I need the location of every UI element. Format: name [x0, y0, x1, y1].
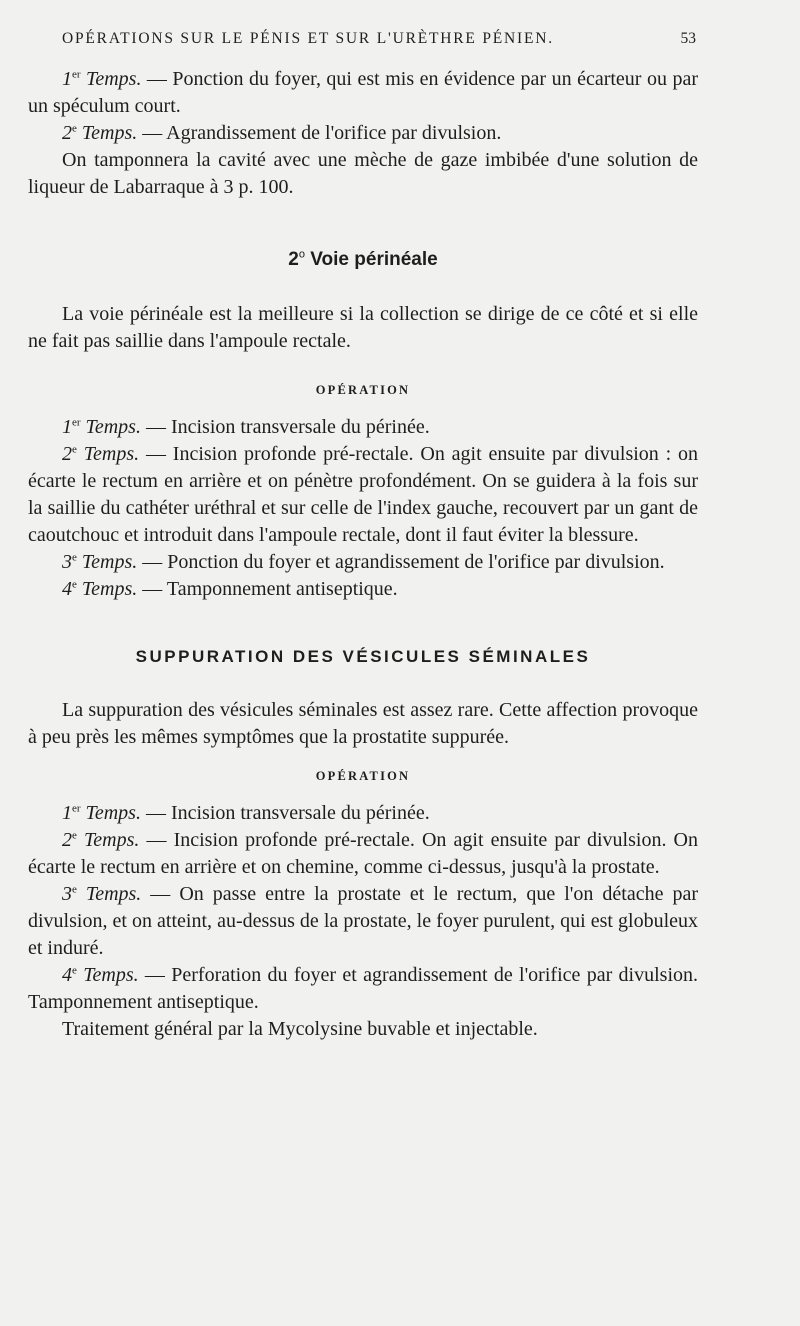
running-head: [62, 30, 702, 48]
temps-label: Temps.: [85, 883, 142, 905]
step-text: — Incision profonde pré-rectale. On agit ensuite par divulsion. On écarte le rectum en arrière et on chemine, comme ci-dessus, jusqu'à la prostate.: [28, 829, 698, 878]
step-text: — Incision profonde pré-rectale. On agit ensuite par divulsion : on écarte le rectum en arrière et on pénètre profondément. On se guidera à la fois sur la saillie du cathéter uréthral et sur celle de l'index gauche, recouvert par un gant de caoutchouc et introduit dans l'ampoule rectale, dont il faut éviter la blessure.: [28, 443, 699, 546]
operation-subheading: OPÉRATION: [315, 769, 411, 783]
temps-label: Temps.: [85, 416, 141, 438]
step-text: — Ponction du foyer et agrandissement de l'orifice par divulsion.: [137, 551, 665, 573]
section-intro: La suppuration des vésicules séminales est assez rare. Cette affection provoque à peu près les mêmes symptômes que la prostatite suppurée.: [28, 699, 698, 748]
temps-label: Temps.: [86, 68, 142, 90]
temps-label: Temps.: [83, 964, 139, 986]
temps-paragraph: [28, 962, 698, 1016]
step-ordinal: 2e: [62, 829, 77, 851]
temps-label: Temps.: [84, 829, 140, 851]
step-ordinal: 1er: [62, 802, 81, 824]
chapter-title: SUPPURATION DES VÉSICULES SÉMINALES: [135, 647, 591, 666]
step-text: — Incision transversale du périnée.: [140, 802, 430, 824]
temps-label: Temps.: [81, 551, 138, 573]
temps-paragraph: [28, 441, 698, 549]
step-ordinal: 4e: [62, 964, 77, 986]
step-ordinal: 3e: [62, 551, 77, 573]
step-ordinal: 2e: [62, 122, 77, 144]
step-text: — Tamponnement antiseptique.: [137, 578, 398, 600]
temps-paragraph: [28, 827, 698, 881]
temps-paragraph: [28, 414, 698, 441]
temps-label: Temps.: [81, 578, 138, 600]
step-text: — Incision transversale du périnée.: [140, 416, 430, 438]
step-text: — Ponction du foyer, qui est mis en évidence par un écarteur ou par un spéculum court.: [28, 68, 698, 117]
temps-label: Temps.: [85, 802, 141, 824]
step-ordinal: 1er: [62, 68, 81, 90]
temps-paragraph: [28, 576, 698, 603]
temps-paragraph: [28, 881, 698, 962]
step-ordinal: 4e: [62, 578, 77, 600]
running-head-title: OPÉRATIONS SUR LE PÉNIS ET SUR L'URÈTHRE PÉNIEN.: [62, 30, 554, 47]
section-title: 2$^o$ Voie périnéale: [288, 248, 438, 270]
temps-paragraph: [28, 120, 698, 147]
temps-paragraph: [28, 66, 698, 120]
section-intro: La voie périnéale est la meilleure si la collection se dirige de ce côté et si elle ne fait pas saillie dans l'ampoule rectale.: [28, 303, 698, 352]
step-text: — Agrandissement de l'orifice par divulsion.: [137, 122, 502, 144]
step-ordinal: 3e: [62, 883, 77, 905]
temps-label: Temps.: [81, 122, 138, 144]
temps-label: Temps.: [83, 443, 140, 465]
operation-subheading: OPÉRATION: [315, 383, 411, 397]
closing-paragraph: Traitement général par la Mycolysine buvable et injectable.: [62, 1018, 538, 1040]
page-number: 53: [680, 30, 696, 47]
temps-paragraph: [28, 549, 698, 576]
step-ordinal: 1er: [62, 416, 81, 438]
step-text: — On passe entre la prostate et le rectum, que l'on détache par divulsion, et on atteint, au-dessus de la prostate, le foyer purulent, qui est globuleux et induré.: [28, 883, 698, 959]
step-text: — Perforation du foyer et agrandissement de l'orifice par divulsion. Tamponnement antiseptique.: [28, 964, 698, 1013]
temps-paragraph: [28, 800, 698, 827]
step-ordinal: 2e: [62, 443, 77, 465]
page-body: [28, 66, 698, 1043]
body-paragraph: On tamponnera la cavité avec une mèche de gaze imbibée d'une solution de liqueur de Labarraque à 3 p. 100.: [28, 149, 698, 198]
